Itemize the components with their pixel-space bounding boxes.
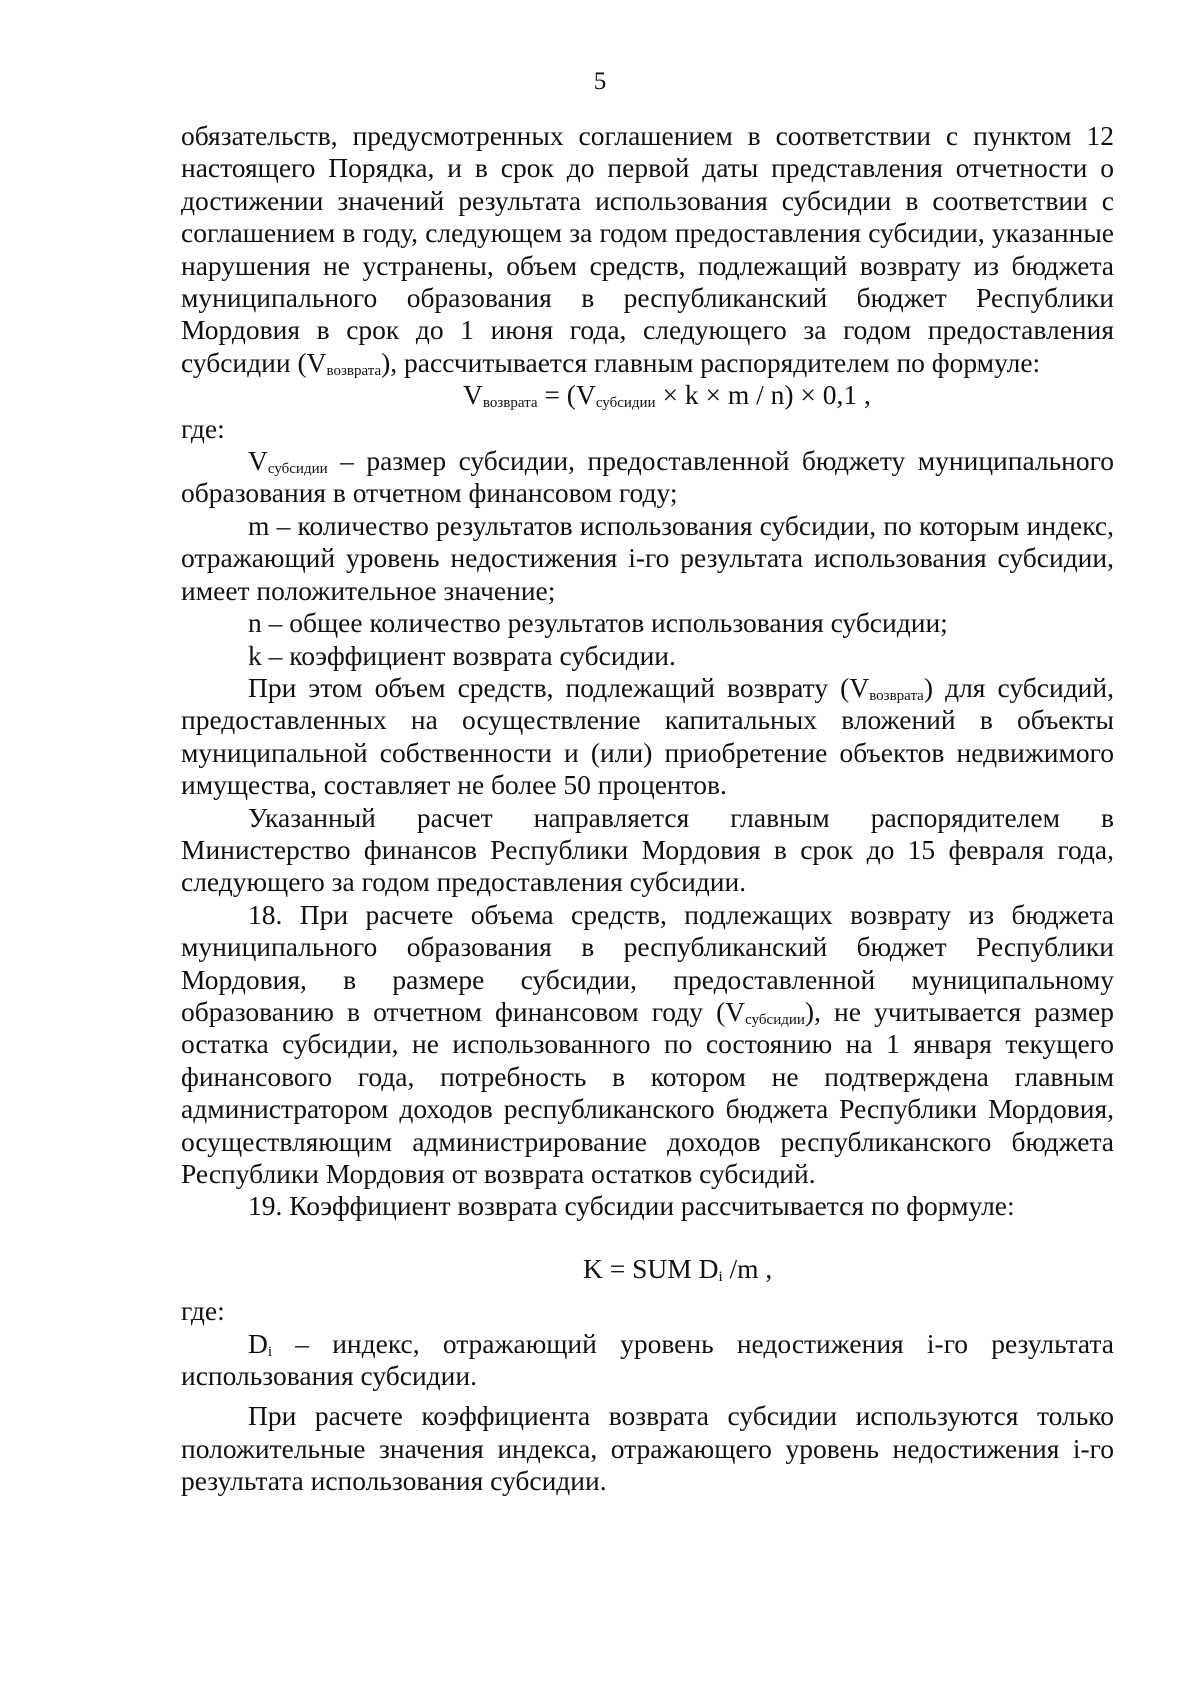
paragraph-final: При расчете коэффициента возврата субсидии используются только положительные значения индекса, отражающего уровень недостижения i-го результата использования субсидии.: [181, 1400, 1114, 1497]
page-number: 5: [593, 68, 607, 95]
paragraph-limit: [181, 672, 1114, 802]
paragraph-text: обязательств, предусмотренных соглашением в соответствии с пунктом 12 настоящего Порядка, и в срок до первой даты представления отчетности о достижении значений результата использования субсидии в соответствии с соглашением в году, следующем за годом предоставления субсидии, указанные нарушения не устранены, объем средств, подлежащий возврату из бюджета муниципального образования в республиканский бюджет Республики Мордовия в срок до 1 июня года, следующего за годом предоставления субсидии (V: [181, 120, 1114, 378]
formula-text: /m ,: [722, 1252, 773, 1284]
paragraph-calculation: Указанный расчет направляется главным распорядителем в Министерство финансов Республики Мордовия в срок до 15 февраля года, следующего за годом предоставления субсидии.: [181, 801, 1114, 898]
paragraph-text: ) для субсидий, предоставленных на осуществление капитальных вложений в объекты муниципальной собственности и (или) приобретение объектов недвижимого имущества, составляет не более 50 процентов.: [181, 671, 1114, 801]
paragraph-text: При этом объем средств, подлежащий возврату (V: [248, 671, 870, 703]
subscript: i: [267, 1343, 273, 1360]
formula-coefficient: [181, 1253, 1114, 1285]
formula-text: × k × m / n) × 0,1 ,: [655, 379, 871, 411]
definition-m: m – количество результатов использования субсидии, по которым индекс, отражающий уровень недостижения i-го результата использования субсидии, имеет положительное значение;: [181, 509, 1114, 606]
definition-text: V: [248, 445, 268, 477]
definition-text: – индекс, отражающий уровень недостижения i-го результата использования субсидии.: [181, 1327, 1114, 1392]
formula-text: K = SUM D: [583, 1252, 719, 1284]
definition-text: D: [248, 1327, 268, 1359]
subscript: возврата: [326, 362, 382, 379]
subscript: субсидии: [745, 1011, 805, 1028]
paragraph-text: ), не учитывается размер остатка субсидии, не использованного по состоянию на 1 января текущего финансового года, потребность в котором не подтверждена главным администратором доходов республиканского бюджета Республики Мордовия, осуществляющим администрирование доходов республиканского бюджета Республики Мордовия от возврата остатков субсидий.: [181, 995, 1114, 1189]
formula-text: V: [463, 379, 483, 411]
subscript: возврата: [482, 395, 538, 412]
where-label: где:: [181, 412, 225, 444]
paragraph-text: 18. При расчете объема средств, подлежащих возврату из бюджета муниципального образования в республиканский бюджет Республики Мордовия, в размере субсидии, предоставленной муниципальному образованию в отчетном финансовом году (V: [181, 898, 1114, 1027]
subscript: субсидии: [595, 395, 656, 412]
definition-n: n – общее количество результатов использования субсидии;: [248, 607, 948, 639]
document-body: [181, 120, 1114, 1498]
paragraph-18: [181, 899, 1114, 1191]
definition-k: k – коэффициент возврата субсидии.: [248, 639, 676, 671]
subscript: i: [718, 1268, 723, 1285]
definition-d: [181, 1328, 1114, 1393]
subscript: субсидии: [267, 461, 328, 478]
definition-v-subsidy: [181, 445, 1114, 510]
definition-text: – размер субсидии, предоставленной бюджету муниципального образования в отчетном финансовом году;: [181, 445, 1114, 509]
paragraph-return-conditions: [181, 120, 1114, 379]
paragraph-19: 19. Коэффициент возврата субсидии рассчитывается по формуле:: [248, 1190, 1015, 1222]
where-label: где:: [181, 1295, 225, 1327]
subscript: возврата: [869, 687, 924, 704]
formula-text: = (V: [537, 379, 596, 411]
formula-return-volume: [181, 379, 1114, 411]
paragraph-text: ), рассчитывается главным распорядителем по формуле:: [381, 346, 1041, 378]
